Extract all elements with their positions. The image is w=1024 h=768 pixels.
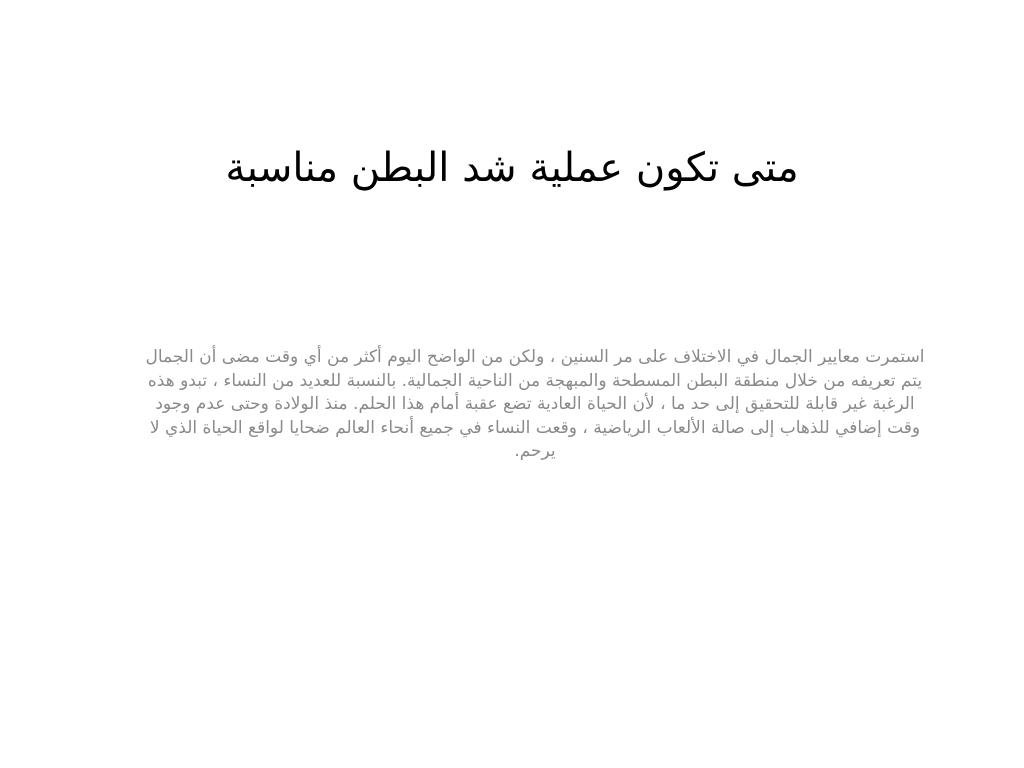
slide-body-text: استمرت معايير الجمال في الاختلاف على مر السنين ، ولكن من الواضح اليوم أكثر من أي وقت مضى أن الجمال يتم تعريفه من خلال منطقة البطن المسطحة والمبهجة من الناحية الجمالية. بالنسبة للعديد من النساء ، تبدو هذه الرغبة غير قابلة للتحقيق إلى حد ما ، لأن الحياة العادية تضع عقبة أمام هذا الحلم. منذ الولادة وحتى عدم وجود وقت إضافي للذهاب إلى صالة الألعاب الرياضية ، وقعت النساء في جميع أنحاء العالم ضحايا لواقع الحياة الذي لا يرحم.: [145, 347, 925, 461]
slide-title: متى تكون عملية شد البطن مناسبة: [225, 145, 799, 191]
